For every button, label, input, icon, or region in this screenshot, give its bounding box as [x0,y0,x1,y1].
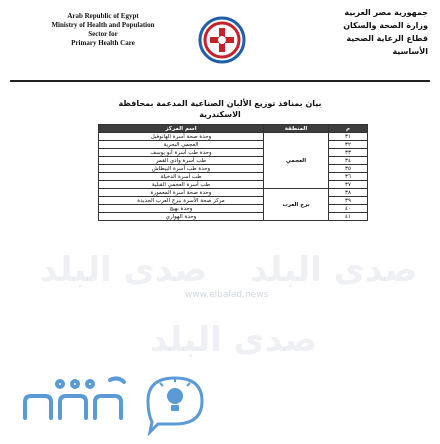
center-name: طب أسرة وادي القمر [99,157,264,165]
bottom-brand-logos [0,366,440,436]
header-sector: Sector for [88,30,118,38]
row-number: ٣٦ [329,173,368,181]
header-ar-sector: قطاع الرعاية الصحية الأساسية [346,34,428,56]
brand-wordmark-icon [25,378,124,418]
ministry-logo-icon [198,16,246,64]
row-number: ٣٨ [329,189,368,197]
watermark-text: صدى البلد [150,320,318,360]
center-name: وحدة الهواري [99,213,264,221]
center-name: وحدة صحة أسرة المعمورة [99,189,264,197]
center-name: وحدة طب أسرة أبو يوسف [99,149,264,157]
area-cell: العجمي [264,133,329,189]
center-name: طب أسرة العجمي القبلية [99,181,264,189]
center-name: وحدة بهيج [99,205,264,213]
center-name: طب أسرة الدخيلة [99,173,264,181]
header-ministry: Ministry of Health and Population [51,21,155,29]
document-title [70,98,370,120]
header-ar-ministry: وزارة الصحة والسكان [343,21,428,30]
row-number: ٣٥ [329,165,368,173]
table-row [99,189,368,197]
header-ar-country: جمهورية مصر العربية [344,8,428,17]
table-header-row [99,125,368,133]
column-header-number: م [329,125,368,133]
row-number: ٤١ [329,213,368,221]
lightbulb-badge-icon [148,378,202,432]
row-number: ٣٣ [329,149,368,157]
title-line-2: الاسكندرية [199,110,241,119]
watermark-text: صدى البلد [250,250,418,290]
row-number: ٣٩ [329,197,368,205]
row-number: ٣٤ [329,157,368,165]
header-english-block [18,12,188,48]
header-divider [10,80,430,82]
column-header-center: اسم المركز [99,125,264,133]
watermark-text: صدى البلد [40,250,208,290]
watermark-url: www.elbalad.news [185,290,269,300]
row-number: ٣١ [329,133,368,141]
center-name: مركز صحة الأسرة ببرج العرب الجديدة [99,197,264,205]
header-sector-name: Primary Health Care [71,39,135,47]
header-country: Arab Republic of Egypt [67,12,139,20]
center-name: العجمي البحرية [99,141,264,149]
row-number: ٣٢ [329,141,368,149]
distribution-table [98,124,368,221]
center-name: وحدة صحة أسرة الهانوفيل [99,133,264,141]
row-number: ٣٧ [329,181,368,189]
column-header-area: المنطقة [264,125,329,133]
table-row [99,133,368,141]
title-line-1: بيان بمنافذ توزيع الألبان الصناعية المدعمة بمحافظة [118,99,322,108]
row-number: ٤٠ [329,205,368,213]
center-name: وحدة طب أسرة البيطاش [99,165,264,173]
area-cell: برج العرب [264,189,329,221]
header-arabic-block [318,6,428,58]
